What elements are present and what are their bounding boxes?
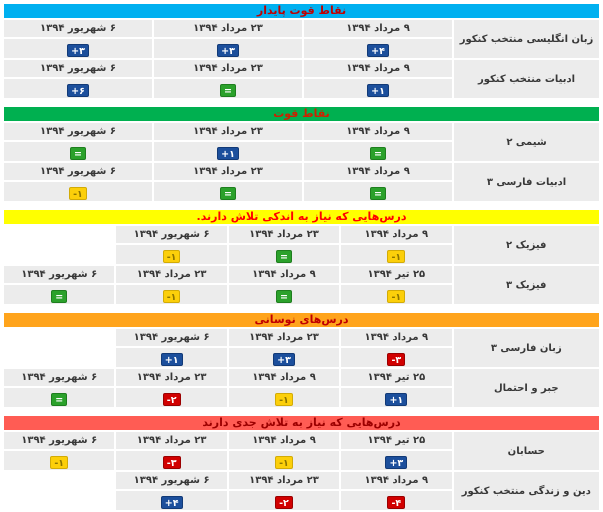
score-badge-down: -۳ — [163, 456, 181, 469]
score-badge-eq: = — [370, 147, 386, 160]
date-cell: ۲۳ مرداد ۱۳۹۴ — [116, 266, 226, 283]
badge-cell — [229, 491, 339, 510]
empty-cell — [4, 348, 114, 367]
badge-cell — [4, 285, 114, 304]
section-header: نقاط قوت پایدار — [4, 4, 599, 18]
score-badge-warn: -۱ — [163, 290, 181, 303]
section-header: درس‌های نوسانی — [4, 313, 599, 327]
badge-cell — [304, 142, 452, 161]
score-badge-up: +۱ — [217, 147, 239, 160]
badge-cell — [4, 388, 114, 407]
section-header: نقاط قوت — [4, 107, 599, 121]
date-cell: ۲۵ تیر ۱۳۹۴ — [341, 266, 451, 283]
score-badge-eq: = — [276, 290, 292, 303]
subject-cell: دین و زندگی منتخب کنکور — [454, 472, 599, 510]
date-cell: ۲۵ تیر ۱۳۹۴ — [341, 432, 451, 449]
date-cell: ۶ شهریور ۱۳۹۴ — [4, 60, 152, 77]
badge-cell — [4, 142, 152, 161]
score-badge-up: +۱ — [161, 353, 183, 366]
section-header: درس‌هایی که نیاز به اندکی تلاش دارند. — [4, 210, 599, 224]
section-table-2 — [2, 208, 601, 306]
score-badge-warn: -۱ — [387, 250, 405, 263]
date-cell: ۹ مرداد ۱۳۹۴ — [229, 266, 339, 283]
score-badge-up: +۳ — [67, 44, 89, 57]
score-badge-up: +۳ — [217, 44, 239, 57]
date-cell: ۶ شهریور ۱۳۹۴ — [4, 163, 152, 180]
badge-cell — [229, 388, 339, 407]
date-cell: ۶ شهریور ۱۳۹۴ — [116, 226, 226, 243]
score-badge-up: +۱ — [367, 84, 389, 97]
score-badge-down: -۲ — [275, 496, 293, 509]
score-badge-eq: = — [220, 187, 236, 200]
badge-cell — [304, 39, 452, 58]
score-badge-down: -۳ — [387, 353, 405, 366]
badge-cell — [229, 348, 339, 367]
date-cell: ۹ مرداد ۱۳۹۴ — [341, 226, 451, 243]
empty-cell — [4, 245, 114, 264]
score-badge-eq: = — [276, 250, 292, 263]
badge-cell — [4, 451, 114, 470]
badge-cell — [229, 245, 339, 264]
score-badge-eq: = — [220, 84, 236, 97]
date-cell: ۲۳ مرداد ۱۳۹۴ — [154, 123, 302, 140]
badge-cell — [4, 79, 152, 98]
section-table-4 — [2, 414, 601, 512]
score-badge-warn: -۱ — [163, 250, 181, 263]
badge-cell — [341, 285, 451, 304]
score-badge-down: -۲ — [163, 393, 181, 406]
section-table-1 — [2, 105, 601, 203]
date-cell: ۹ مرداد ۱۳۹۴ — [304, 60, 452, 77]
score-badge-eq: = — [370, 187, 386, 200]
subject-cell: ادبیات منتخب کنکور — [454, 60, 599, 98]
subject-cell: فیزیک ۳ — [454, 266, 599, 304]
badge-cell — [341, 388, 451, 407]
subject-cell: حسابان — [454, 432, 599, 470]
badge-cell — [116, 451, 226, 470]
subject-cell: ادبیات فارسی ۳ — [454, 163, 599, 201]
score-badge-warn: -۱ — [275, 393, 293, 406]
date-cell: ۹ مرداد ۱۳۹۴ — [304, 20, 452, 37]
score-badge-warn: -۱ — [69, 187, 87, 200]
badge-cell — [116, 348, 226, 367]
date-cell: ۶ شهریور ۱۳۹۴ — [116, 472, 226, 489]
empty-cell — [4, 329, 114, 346]
date-cell: ۲۳ مرداد ۱۳۹۴ — [116, 369, 226, 386]
badge-cell — [154, 142, 302, 161]
score-badge-eq: = — [51, 393, 67, 406]
date-cell: ۲۳ مرداد ۱۳۹۴ — [154, 20, 302, 37]
badge-cell — [154, 79, 302, 98]
date-cell: ۹ مرداد ۱۳۹۴ — [229, 369, 339, 386]
score-badge-up: +۶ — [67, 84, 89, 97]
badge-cell — [4, 182, 152, 201]
badge-cell — [341, 245, 451, 264]
badge-cell — [4, 39, 152, 58]
subject-cell: شیمی ۲ — [454, 123, 599, 161]
badge-cell — [341, 491, 451, 510]
score-badge-up: +۱ — [385, 393, 407, 406]
badge-cell — [304, 182, 452, 201]
score-badge-down: -۴ — [387, 496, 405, 509]
section-table-3 — [2, 311, 601, 409]
date-cell: ۹ مرداد ۱۳۹۴ — [341, 329, 451, 346]
date-cell: ۶ شهریور ۱۳۹۴ — [116, 329, 226, 346]
date-cell: ۲۳ مرداد ۱۳۹۴ — [154, 163, 302, 180]
date-cell: ۶ شهریور ۱۳۹۴ — [4, 266, 114, 283]
badge-cell — [154, 39, 302, 58]
score-badge-warn: -۱ — [50, 456, 68, 469]
empty-cell — [4, 472, 114, 489]
badge-cell — [116, 245, 226, 264]
score-badge-warn: -۱ — [275, 456, 293, 469]
badge-cell — [341, 451, 451, 470]
empty-cell — [4, 491, 114, 510]
date-cell: ۲۳ مرداد ۱۳۹۴ — [229, 226, 339, 243]
badge-cell — [116, 388, 226, 407]
badge-cell — [116, 491, 226, 510]
section-table-0 — [2, 2, 601, 100]
badge-cell — [154, 182, 302, 201]
score-badge-up: +۴ — [367, 44, 389, 57]
badge-cell — [229, 285, 339, 304]
date-cell: ۹ مرداد ۱۳۹۴ — [304, 163, 452, 180]
date-cell: ۲۳ مرداد ۱۳۹۴ — [229, 329, 339, 346]
date-cell: ۶ شهریور ۱۳۹۴ — [4, 369, 114, 386]
date-cell: ۶ شهریور ۱۳۹۴ — [4, 123, 152, 140]
score-badge-eq: = — [70, 147, 86, 160]
section-header: درس‌هایی که نیاز به تلاش جدی دارند — [4, 416, 599, 430]
date-cell: ۲۳ مرداد ۱۳۹۴ — [229, 472, 339, 489]
score-badge-up: +۴ — [161, 496, 183, 509]
date-cell: ۲۳ مرداد ۱۳۹۴ — [116, 432, 226, 449]
empty-cell — [4, 226, 114, 243]
subject-cell: جبر و احتمال — [454, 369, 599, 407]
date-cell: ۲۵ تیر ۱۳۹۴ — [341, 369, 451, 386]
subject-cell: زبان فارسی ۳ — [454, 329, 599, 367]
badge-cell — [116, 285, 226, 304]
date-cell: ۹ مرداد ۱۳۹۴ — [304, 123, 452, 140]
score-badge-up: +۳ — [385, 456, 407, 469]
date-cell: ۲۳ مرداد ۱۳۹۴ — [154, 60, 302, 77]
subject-cell: زبان انگلیسی منتخب کنکور — [454, 20, 599, 58]
badge-cell — [341, 348, 451, 367]
score-badge-eq: = — [51, 290, 67, 303]
badge-cell — [229, 451, 339, 470]
score-badge-up: +۳ — [273, 353, 295, 366]
date-cell: ۶ شهریور ۱۳۹۴ — [4, 20, 152, 37]
badge-cell — [304, 79, 452, 98]
score-badge-warn: -۱ — [387, 290, 405, 303]
date-cell: ۹ مرداد ۱۳۹۴ — [229, 432, 339, 449]
date-cell: ۹ مرداد ۱۳۹۴ — [341, 472, 451, 489]
date-cell: ۶ شهریور ۱۳۹۴ — [4, 432, 114, 449]
subject-cell: فیزیک ۲ — [454, 226, 599, 264]
